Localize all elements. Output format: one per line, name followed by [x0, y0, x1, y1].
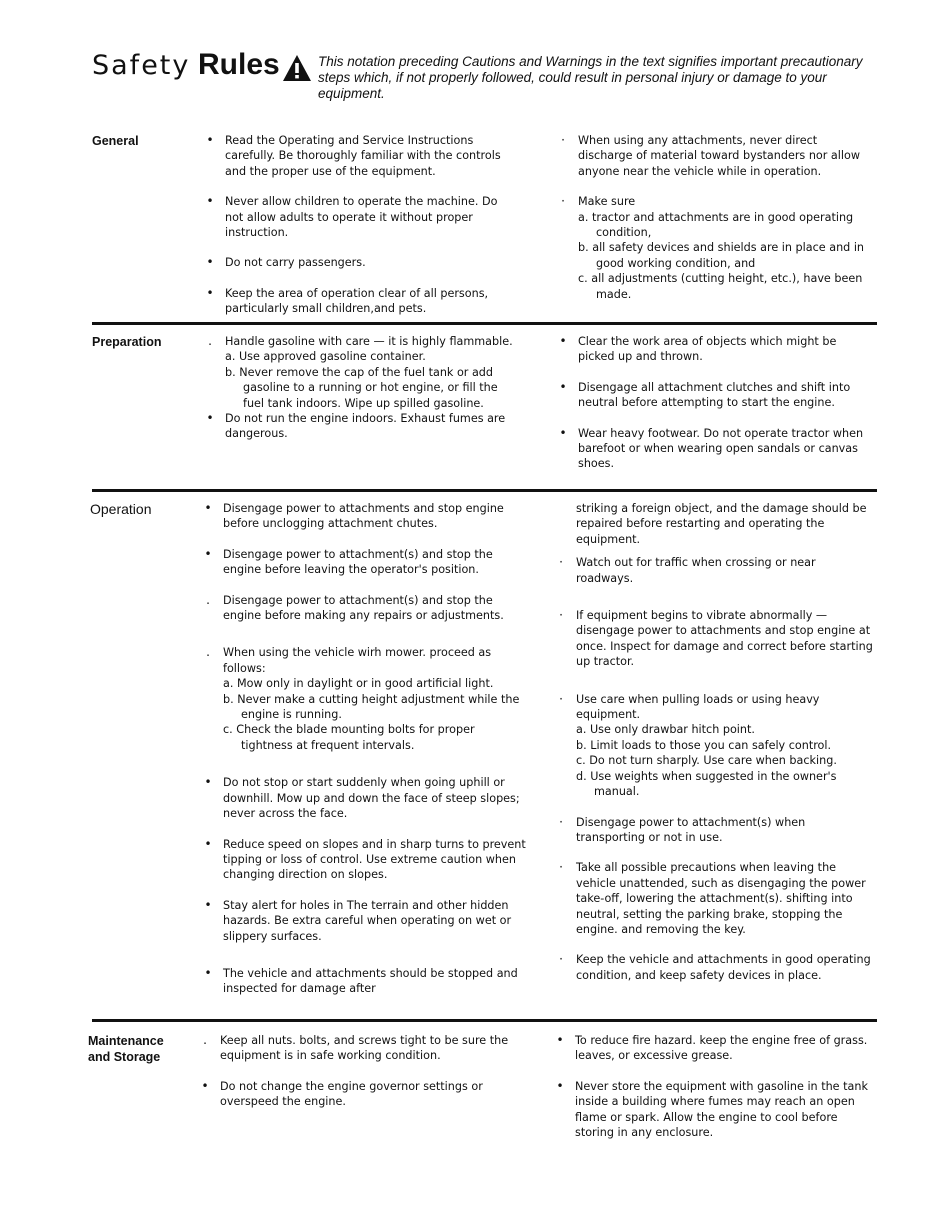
section-label-maintenance: Maintenance and Storage [88, 1034, 164, 1064]
list-item: • Wear heavy footwear. Do not operate tractor when barefoot or when wearing open sandals or canvas shoes. [556, 426, 866, 472]
bullet-icon: • [204, 775, 212, 790]
list-item: • Do not change the engine governor settings or overspeed the engine. [198, 1079, 513, 1110]
sub-item: b. Never make a cutting height adjustment while the engine is running. [223, 692, 520, 722]
sub-item: c. Do not turn sharply. Use care when backing. [576, 754, 837, 768]
sub-item: b. Limit loads to those you can safely control. [576, 738, 832, 752]
list-item: • Do not carry passengers. [203, 255, 518, 270]
section-divider [92, 322, 877, 325]
list-item: · Keep the vehicle and attachments in good operating condition, and keep safety devices in place. [554, 952, 874, 983]
bullet-icon: · [559, 555, 563, 570]
list-item: · If equipment begins to vibrate abnormally — disengage power to attachments and stop engine at once. Inspect for damage and correct before starting up tractor. [554, 608, 874, 670]
list-item: • Do not run the engine indoors. Exhaust fumes are dangerous. [203, 411, 518, 442]
general-right-column [556, 133, 866, 302]
bullet-icon: . [206, 645, 210, 660]
list-item: . Handle gasoline with care — it is highly flammable. a. Use approved gasoline container. b. Never remove the cap of the fuel tank or add gasoline to a running or hot engine, or fill the fuel tank indoors. Wipe up spilled gasoline. [203, 334, 518, 411]
list-item: striking a foreign object, and the damage should be repaired before restarting and operating the equipment. [576, 502, 867, 546]
preparation-right-column [556, 334, 866, 472]
list-item: • Never allow children to operate the machine. Do not allow adults to operate it without proper instruction. [203, 194, 518, 240]
warning-triangle-icon [282, 54, 312, 82]
list-item: · Watch out for traffic when crossing or near roadways. [554, 555, 874, 586]
bullet-icon: . [208, 334, 212, 348]
bullet-icon: • [556, 1078, 564, 1093]
sub-item: a. tractor and attachments are in good operating condition, [578, 210, 854, 240]
sub-item: c. Check the blade mounting bolts for proper tightness at frequent intervals. [223, 723, 475, 752]
bullet-icon: • [206, 285, 214, 300]
general-left-column [203, 133, 518, 317]
bullet-icon: . [206, 592, 210, 607]
sub-item: c. all adjustments (cutting height, etc.), have been made. [578, 272, 863, 301]
bullet-icon: · [561, 133, 565, 147]
list-item: • The vehicle and attachments should be stopped and inspected for damage after [201, 966, 526, 997]
list-item: · Disengage power to attachment(s) when transporting or not in use. [554, 815, 874, 846]
title-rules: Rules [198, 48, 280, 81]
bullet-icon: · [559, 860, 563, 875]
sub-item: d. Use weights when suggested in the owner's manual. [576, 769, 837, 799]
bullet-icon: · [561, 194, 565, 209]
bullet-icon: • [204, 546, 212, 561]
bullet-icon: • [559, 334, 567, 348]
bullet-icon: • [559, 425, 567, 440]
bullet-icon: • [556, 1033, 564, 1047]
bullet-icon: • [206, 255, 214, 270]
list-item: · Use care when pulling loads or using heavy equipment. a. Use only drawbar hitch point. b. Limit loads to those you can safely control. c. Do not turn sharply. Use care when backing. d. Use weights when suggested in the owner's manual. [554, 692, 874, 800]
page-header [92, 48, 892, 108]
list-item: • Disengage all attachment clutches and shift into neutral before attempting to start the engine. [556, 380, 866, 411]
list-item: • Stay alert for holes in The terrain and other hidden hazards. Be extra careful when operating on wet or slippery surfaces. [201, 898, 526, 944]
list-item: • To reduce fire hazard. keep the engine free of grass. leaves, or excessive grease. [553, 1033, 873, 1064]
bullet-icon: · [559, 608, 563, 623]
warning-notation: This notation preceding Cautions and Warnings in the text signifies important precautionary steps which, if not properly followed, could result in personal injury or damage to your equipment. [318, 54, 863, 101]
maintenance-left-column [198, 1033, 513, 1110]
bullet-icon: · [559, 952, 563, 967]
sub-item: a. Use approved gasoline container. [225, 350, 426, 364]
preparation-left-column [203, 334, 518, 442]
sub-item: a. Mow only in daylight or in good artificial light. [223, 677, 494, 691]
bullet-icon: · [559, 814, 563, 829]
list-item: • Clear the work area of objects which might be picked up and thrown. [556, 334, 866, 365]
list-item: • Disengage power to attachments and stop engine before unclogging attachment chutes. [201, 501, 526, 532]
section-label-operation: Operation [90, 501, 152, 517]
title-safety: Safety [92, 50, 191, 81]
sub-item: b. all safety devices and shields are in place and in good working condition, and [578, 241, 865, 270]
section-label-preparation: Preparation [92, 335, 162, 349]
section-label-general: General [92, 134, 139, 148]
list-item: . When using the vehicle wirh mower. proceed as follows: a. Mow only in daylight or in good artificial light. b. Never make a cutting height adjustment while the engine is running. c. Check the blade mounting bolts for proper tightness at frequent intervals. [201, 645, 526, 753]
sub-item: b. Never remove the cap of the fuel tank or add gasoline to a running or hot engine, or fill the fuel tank indoors. Wipe up spilled gasoline. [225, 365, 498, 410]
operation-left-column [201, 501, 526, 997]
bullet-icon: • [204, 965, 212, 980]
section-divider [92, 489, 877, 492]
bullet-icon: • [206, 133, 214, 147]
bullet-icon: . [203, 1033, 207, 1047]
list-item: • Never store the equipment with gasoline in the tank inside a building where fumes may reach an open flame or spark. Allow the engine to cool before storing in any enclosure. [553, 1079, 873, 1141]
maintenance-right-column [553, 1033, 873, 1140]
list-item: . Keep all nuts. bolts, and screws tight to be sure the equipment is in safe working condition. [198, 1033, 513, 1064]
section-divider [92, 1019, 877, 1022]
bullet-icon: • [206, 411, 214, 426]
list-item: • Read the Operating and Service Instructions carefully. Be thoroughly familiar with the controls and the proper use of the equipment. [203, 133, 518, 179]
list-item: · When using any attachments, never direct discharge of material toward bystanders nor allow anyone near the vehicle while in operation. [556, 133, 866, 179]
list-item: • Reduce speed on slopes and in sharp turns to prevent tipping or loss of control. Use extreme caution when changing direction on slopes. [201, 837, 526, 883]
sub-item: a. Use only drawbar hitch point. [576, 723, 755, 737]
bullet-icon: • [201, 1078, 209, 1093]
bullet-icon: • [204, 897, 212, 912]
list-item: · Make sure a. tractor and attachments are in good operating condition, b. all safety devices and shields are in place and in good working condition, and c. all adjustments (cutting height, etc.), have been made. [556, 194, 866, 302]
list-item: · Take all possible precautions when leaving the vehicle unattended, such as disengaging the power take-off, lowering the attachment(s). shifting into neutral, setting the parking brake, stopping the engine. and removing the key. [554, 860, 874, 937]
bullet-icon: • [206, 194, 214, 209]
list-item: . Disengage power to attachment(s) and stop the engine before making any repairs or adjustments. [201, 593, 526, 624]
bullet-icon: • [204, 836, 212, 851]
list-item: • Keep the area of operation clear of all persons, particularly small children,and pets. [203, 286, 518, 317]
bullet-icon: • [204, 501, 212, 515]
bullet-icon: • [559, 379, 567, 394]
operation-right-column [554, 501, 874, 983]
bullet-icon: · [559, 691, 563, 706]
list-item: • Do not stop or start suddenly when going uphill or downhill. Mow up and down the face of steep slopes; never across the face. [201, 775, 526, 821]
list-item: • Disengage power to attachment(s) and stop the engine before leaving the operator's position. [201, 547, 526, 578]
